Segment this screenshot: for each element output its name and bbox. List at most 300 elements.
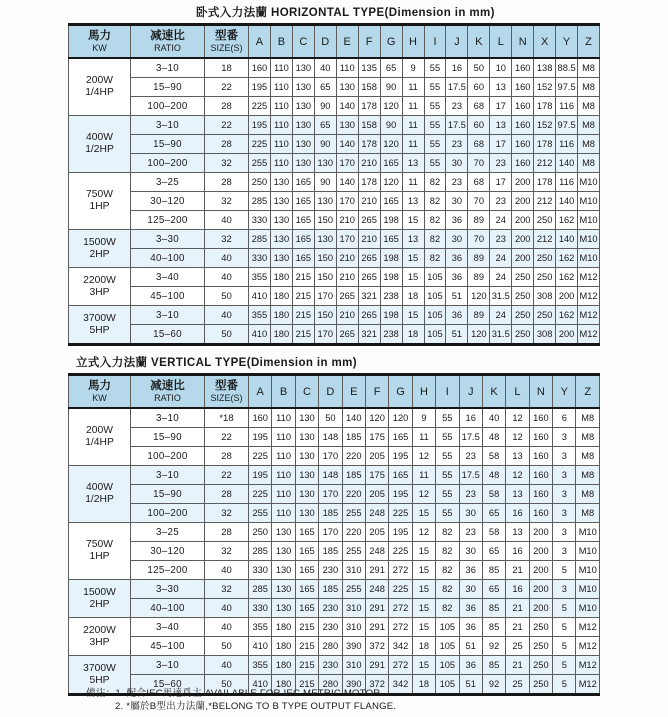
dim-cell-E: 210 xyxy=(336,268,358,287)
dim-cell-G: 198 xyxy=(380,211,402,230)
dim-cell-L: 16 xyxy=(506,542,529,561)
size-label-cn: 型番 xyxy=(215,380,238,392)
dim-cell-A: 330 xyxy=(249,599,272,618)
dim-cell-Y: 3 xyxy=(553,447,576,466)
dim-cell-L: 12 xyxy=(506,466,529,485)
dim-cell-D: 130 xyxy=(314,154,336,173)
size-cell: 28 xyxy=(205,97,249,116)
dim-cell-Y: 3 xyxy=(553,580,576,599)
ratio-cell: 100–200 xyxy=(131,447,205,466)
dim-cell-E: 185 xyxy=(342,428,365,447)
size-cell: 22 xyxy=(205,78,249,97)
power-watts: 200W xyxy=(86,75,113,86)
dim-cell-N: 200 xyxy=(512,192,534,211)
power-watts: 2200W xyxy=(83,274,116,286)
table-header xyxy=(69,25,600,59)
dim-cell-F: 178 xyxy=(358,173,380,192)
dim-cell-A: 160 xyxy=(249,58,271,78)
dim-cell-A: 410 xyxy=(249,287,271,306)
dim-cell-B: 130 xyxy=(270,249,292,268)
dim-cell-N: 160 xyxy=(529,504,552,523)
dim-cell-B: 130 xyxy=(270,211,292,230)
dim-cell-H: 15 xyxy=(412,561,435,580)
dim-cell-E: 210 xyxy=(336,249,358,268)
column-header-F: F xyxy=(358,25,380,59)
dim-cell-B: 130 xyxy=(272,542,295,561)
dim-cell-A: 255 xyxy=(249,154,271,173)
dim-cell-H: 15 xyxy=(412,580,435,599)
dim-cell-G: 120 xyxy=(380,135,402,154)
dim-cell-N: 250 xyxy=(529,618,552,637)
dim-cell-F: 321 xyxy=(358,287,380,306)
size-cell: 32 xyxy=(205,542,249,561)
dim-cell-H: 15 xyxy=(402,249,424,268)
size-cell: 40 xyxy=(205,656,249,675)
power-group-cell-3700W xyxy=(69,306,131,345)
power-hp: 1/4HP xyxy=(85,437,114,448)
dim-cell-B: 130 xyxy=(272,580,295,599)
dim-cell-D: 230 xyxy=(319,618,342,637)
dim-cell-C: 130 xyxy=(295,447,318,466)
dim-cell-D: 65 xyxy=(314,116,336,135)
size-cell: 22 xyxy=(205,428,249,447)
dim-cell-G: 225 xyxy=(389,504,412,523)
dim-cell-D: 65 xyxy=(314,78,336,97)
power-group-cell-750W xyxy=(69,523,131,580)
dim-cell-K: 65 xyxy=(482,580,505,599)
dim-cell-B: 180 xyxy=(272,618,295,637)
dim-cell-K: 58 xyxy=(482,485,505,504)
dim-cell-A: 410 xyxy=(249,675,272,695)
dim-cell-G: 90 xyxy=(380,78,402,97)
dim-cell-C: 130 xyxy=(292,78,314,97)
size-cell: 50 xyxy=(205,287,249,306)
dim-cell-H: 15 xyxy=(412,599,435,618)
dim-cell-Y: 3 xyxy=(553,466,576,485)
dim-cell-C: 215 xyxy=(292,325,314,345)
dim-cell-B: 180 xyxy=(270,306,292,325)
dim-cell-K: 120 xyxy=(468,287,490,306)
column-header-X: X xyxy=(534,25,556,59)
dim-cell-F: 291 xyxy=(365,561,388,580)
dim-cell-C: 215 xyxy=(295,618,318,637)
dim-cell-A: 195 xyxy=(249,78,271,97)
dim-cell-D: 90 xyxy=(314,173,336,192)
dim-cell-B: 110 xyxy=(272,447,295,466)
dim-cell-D: 130 xyxy=(314,192,336,211)
table-row xyxy=(69,249,600,268)
dim-cell-G: 195 xyxy=(389,485,412,504)
dim-cell-A: 250 xyxy=(249,173,271,192)
column-header-Y: Y xyxy=(553,375,576,409)
size-cell: 40 xyxy=(205,306,249,325)
dim-cell-A: 355 xyxy=(249,268,271,287)
size-label-cn: 型番 xyxy=(215,30,238,42)
dim-cell-J: 30 xyxy=(459,580,482,599)
dim-cell-C: 165 xyxy=(292,230,314,249)
dim-cell-J: 30 xyxy=(446,154,468,173)
dim-cell-N: 160 xyxy=(529,428,552,447)
power-hp: 3HP xyxy=(89,636,110,648)
dim-cell-A: 225 xyxy=(249,485,272,504)
dim-cell-J: 36 xyxy=(459,561,482,580)
dim-cell-Y: 116 xyxy=(556,173,578,192)
dim-cell-G: 165 xyxy=(380,154,402,173)
dim-cell-B: 180 xyxy=(272,656,295,675)
dim-cell-A: 195 xyxy=(249,116,271,135)
dim-cell-A: 285 xyxy=(249,580,272,599)
dim-cell-A: 225 xyxy=(249,447,272,466)
table-row xyxy=(69,542,600,561)
column-header-F: F xyxy=(365,375,388,409)
column-header-I: I xyxy=(424,25,446,59)
dim-cell-C: 215 xyxy=(295,656,318,675)
dim-cell-I: 55 xyxy=(436,447,459,466)
dim-cell-K: 85 xyxy=(482,599,505,618)
dim-cell-E: 210 xyxy=(336,306,358,325)
dim-cell-G: 120 xyxy=(380,173,402,192)
dim-cell-L: 23 xyxy=(490,154,512,173)
table-row xyxy=(69,485,600,504)
dim-cell-G: 272 xyxy=(389,618,412,637)
dim-cell-E: 140 xyxy=(336,173,358,192)
dim-cell-G: 272 xyxy=(389,561,412,580)
dim-cell-H: 15 xyxy=(412,504,435,523)
dim-cell-C: 130 xyxy=(292,154,314,173)
dim-cell-L: 10 xyxy=(490,58,512,78)
table-header xyxy=(69,375,600,409)
dim-cell-B: 180 xyxy=(270,268,292,287)
dim-cell-Z: M8 xyxy=(578,116,600,135)
dim-cell-I: 105 xyxy=(436,637,459,656)
dim-cell-Y: 5 xyxy=(553,561,576,580)
column-header-Y: Y xyxy=(556,25,578,59)
column-header-E: E xyxy=(342,375,365,409)
dim-cell-B: 130 xyxy=(270,173,292,192)
ratio-cell: 100–200 xyxy=(131,97,205,116)
dim-cell-E: 140 xyxy=(342,408,365,428)
dim-cell-E: 110 xyxy=(336,58,358,78)
dim-cell-B: 130 xyxy=(272,599,295,618)
dim-cell-I: 55 xyxy=(424,154,446,173)
ratio-cell: 45–100 xyxy=(131,637,205,656)
dim-cell-Z: M10 xyxy=(578,173,600,192)
dim-cell-F: 205 xyxy=(365,447,388,466)
size-cell: 32 xyxy=(205,192,249,211)
dim-cell-Z: M8 xyxy=(578,135,600,154)
dim-cell-Z: M12 xyxy=(576,637,600,656)
dim-cell-C: 130 xyxy=(295,408,318,428)
size-cell: 50 xyxy=(205,637,249,656)
size-cell: 40 xyxy=(205,618,249,637)
dim-cell-F: 291 xyxy=(365,618,388,637)
ratio-cell: 40–100 xyxy=(131,249,205,268)
dim-cell-Y: 88.5 xyxy=(556,58,578,78)
dim-cell-A: 160 xyxy=(249,408,272,428)
dim-cell-F: 158 xyxy=(358,116,380,135)
dim-cell-J: 23 xyxy=(459,523,482,542)
power-group-cell-1500W xyxy=(69,580,131,618)
dim-cell-L: 31.5 xyxy=(490,287,512,306)
size-cell: 32 xyxy=(205,504,249,523)
dim-cell-E: 170 xyxy=(336,154,358,173)
dim-cell-F: 265 xyxy=(358,211,380,230)
dim-cell-F: 175 xyxy=(365,466,388,485)
dim-cell-L: 16 xyxy=(506,580,529,599)
dim-cell-G: 225 xyxy=(389,580,412,599)
dim-cell-C: 215 xyxy=(292,306,314,325)
horizontal-type-table xyxy=(68,23,600,346)
dim-cell-B: 180 xyxy=(272,637,295,656)
table-row xyxy=(69,561,600,580)
table-row xyxy=(69,504,600,523)
dim-cell-K: 89 xyxy=(468,268,490,287)
dim-cell-F: 265 xyxy=(358,249,380,268)
column-header-A: A xyxy=(249,25,271,59)
dim-cell-Y: 3 xyxy=(553,523,576,542)
ratio-cell: 3–25 xyxy=(131,523,205,542)
dim-cell-C: 215 xyxy=(295,637,318,656)
dim-cell-G: 238 xyxy=(380,287,402,306)
dim-cell-J: 36 xyxy=(446,306,468,325)
dim-cell-I: 82 xyxy=(436,599,459,618)
size-cell: *18 xyxy=(205,408,249,428)
column-header-Z: Z xyxy=(576,375,600,409)
dim-cell-J: 17.5 xyxy=(446,78,468,97)
dim-cell-N: 160 xyxy=(529,447,552,466)
dim-cell-B: 110 xyxy=(270,78,292,97)
dim-cell-D: 170 xyxy=(314,287,336,306)
dim-cell-H: 11 xyxy=(402,97,424,116)
dim-cell-L: 24 xyxy=(490,306,512,325)
dim-cell-H: 12 xyxy=(412,485,435,504)
dim-cell-J: 17.5 xyxy=(446,116,468,135)
dim-cell-A: 285 xyxy=(249,192,271,211)
dim-cell-A: 285 xyxy=(249,542,272,561)
size-cell: 18 xyxy=(205,58,249,78)
dim-cell-K: 40 xyxy=(482,408,505,428)
dim-cell-B: 180 xyxy=(270,287,292,306)
dim-cell-Y: 5 xyxy=(553,656,576,675)
dim-cell-F: 248 xyxy=(365,504,388,523)
dim-cell-Y: 140 xyxy=(556,192,578,211)
column-header-N: N xyxy=(529,375,552,409)
dim-cell-G: 65 xyxy=(380,58,402,78)
dim-cell-L: 13 xyxy=(490,116,512,135)
dim-cell-K: 50 xyxy=(468,58,490,78)
dim-cell-C: 130 xyxy=(295,428,318,447)
column-header-J: J xyxy=(446,25,468,59)
dim-cell-E: 130 xyxy=(336,78,358,97)
dim-cell-J: 30 xyxy=(459,504,482,523)
dim-cell-F: 248 xyxy=(365,580,388,599)
dim-cell-F: 178 xyxy=(358,135,380,154)
dim-cell-H: 9 xyxy=(402,58,424,78)
dim-cell-E: 255 xyxy=(342,542,365,561)
dim-cell-Y: 3 xyxy=(553,428,576,447)
column-header-D: D xyxy=(314,25,336,59)
size-label-en: SIZE(S) xyxy=(210,393,243,403)
dim-cell-A: 355 xyxy=(249,656,272,675)
dim-cell-G: 225 xyxy=(389,542,412,561)
dim-cell-F: 372 xyxy=(365,675,388,695)
table-row xyxy=(69,325,600,345)
ratio-cell: 3–10 xyxy=(131,58,205,78)
dim-cell-H: 18 xyxy=(402,287,424,306)
dim-cell-H: 13 xyxy=(402,192,424,211)
power-watts: 200W xyxy=(86,425,113,436)
dim-cell-H: 15 xyxy=(412,618,435,637)
column-header-E: E xyxy=(336,25,358,59)
dim-cell-D: 230 xyxy=(319,656,342,675)
dim-cell-F: 321 xyxy=(358,325,380,345)
dim-cell-H: 11 xyxy=(402,173,424,192)
ratio-cell: 15–60 xyxy=(131,325,205,345)
dim-cell-G: 165 xyxy=(380,192,402,211)
dim-cell-L: 24 xyxy=(490,268,512,287)
dim-cell-K: 68 xyxy=(468,173,490,192)
dim-cell-I: 55 xyxy=(424,97,446,116)
horizontal-table-section xyxy=(68,4,600,346)
dim-cell-A: 410 xyxy=(249,637,272,656)
dim-cell-L: 25 xyxy=(506,637,529,656)
dim-cell-H: 15 xyxy=(412,542,435,561)
dim-cell-I: 55 xyxy=(424,58,446,78)
dim-cell-B: 110 xyxy=(270,58,292,78)
dim-cell-F: 265 xyxy=(358,268,380,287)
dim-cell-K: 85 xyxy=(482,618,505,637)
dim-cell-K: 85 xyxy=(482,561,505,580)
dim-cell-Y: 162 xyxy=(556,268,578,287)
dim-cell-I: 55 xyxy=(436,408,459,428)
dim-cell-K: 48 xyxy=(482,428,505,447)
dim-cell-E: 220 xyxy=(342,485,365,504)
dim-cell-L: 13 xyxy=(490,78,512,97)
dim-cell-L: 13 xyxy=(506,523,529,542)
power-hp: 1HP xyxy=(89,551,110,562)
dim-cell-J: 23 xyxy=(459,485,482,504)
dim-cell-E: 310 xyxy=(342,656,365,675)
dim-cell-J: 23 xyxy=(459,447,482,466)
dim-cell-N: 200 xyxy=(529,561,552,580)
dim-cell-H: 9 xyxy=(412,408,435,428)
dim-cell-Y: 5 xyxy=(553,637,576,656)
dim-cell-E: 255 xyxy=(342,580,365,599)
dim-cell-J: 23 xyxy=(446,97,468,116)
dim-cell-Z: M12 xyxy=(578,306,600,325)
table-row xyxy=(69,268,600,287)
dim-cell-Z: M8 xyxy=(576,408,600,428)
dim-cell-G: 120 xyxy=(380,97,402,116)
column-header-J: J xyxy=(459,375,482,409)
dim-cell-E: 185 xyxy=(342,466,365,485)
dim-cell-J: 36 xyxy=(459,599,482,618)
power-watts: 400W xyxy=(86,482,113,493)
dim-cell-E: 140 xyxy=(336,97,358,116)
dim-cell-K: 60 xyxy=(468,116,490,135)
dim-cell-C: 215 xyxy=(292,268,314,287)
dim-cell-Z: M10 xyxy=(576,561,600,580)
dim-cell-D: 150 xyxy=(314,211,336,230)
dim-cell-D: 90 xyxy=(314,97,336,116)
ratio-cell: 125–200 xyxy=(131,561,205,580)
dim-cell-N: 160 xyxy=(512,78,534,97)
table-row xyxy=(69,466,600,485)
dim-cell-F: 205 xyxy=(365,523,388,542)
dim-cell-E: 210 xyxy=(336,211,358,230)
dim-cell-A: 355 xyxy=(249,306,271,325)
ratio-cell: 3–40 xyxy=(131,618,205,637)
dim-cell-B: 130 xyxy=(270,192,292,211)
dim-cell-I: 55 xyxy=(436,466,459,485)
dim-cell-C: 165 xyxy=(295,561,318,580)
size-cell: 40 xyxy=(205,211,249,230)
dim-cell-H: 15 xyxy=(412,656,435,675)
power-hp: 1HP xyxy=(89,201,110,212)
table-row xyxy=(69,580,600,599)
dim-cell-N: 160 xyxy=(529,485,552,504)
vertical-table-section xyxy=(68,354,600,696)
table-row xyxy=(69,230,600,249)
ratio-cell: 125–200 xyxy=(131,211,205,230)
power-group-cell-400W xyxy=(69,116,131,173)
dim-cell-I: 82 xyxy=(424,249,446,268)
dim-cell-N: 160 xyxy=(529,466,552,485)
dim-cell-Y: 162 xyxy=(556,211,578,230)
power-watts: 1500W xyxy=(83,586,116,598)
power-watts: 1500W xyxy=(83,236,116,248)
power-group-cell-200W xyxy=(69,58,131,116)
dim-cell-G: 165 xyxy=(389,466,412,485)
dim-cell-L: 13 xyxy=(506,485,529,504)
column-header-K: K xyxy=(468,25,490,59)
dim-cell-I: 55 xyxy=(436,485,459,504)
dim-cell-I: 82 xyxy=(424,192,446,211)
dim-cell-Z: M8 xyxy=(576,504,600,523)
dim-cell-N: 250 xyxy=(512,287,534,306)
dim-cell-B: 110 xyxy=(272,466,295,485)
size-cell: 32 xyxy=(205,230,249,249)
power-watts: 750W xyxy=(86,189,113,200)
dim-cell-J: 17.5 xyxy=(459,466,482,485)
dim-cell-L: 31.5 xyxy=(490,325,512,345)
dim-cell-Z: M12 xyxy=(576,656,600,675)
dim-cell-N: 200 xyxy=(529,523,552,542)
dim-cell-J: 36 xyxy=(459,618,482,637)
dim-cell-F: 205 xyxy=(365,485,388,504)
dim-cell-F: 372 xyxy=(365,637,388,656)
dim-cell-I: 105 xyxy=(424,306,446,325)
table-row xyxy=(69,97,600,116)
dim-cell-F: 135 xyxy=(358,58,380,78)
dim-cell-D: 130 xyxy=(314,230,336,249)
table-row xyxy=(69,447,600,466)
dim-cell-D: 170 xyxy=(319,485,342,504)
column-header-L: L xyxy=(490,25,512,59)
dim-cell-E: 390 xyxy=(342,637,365,656)
dim-cell-N: 200 xyxy=(512,211,534,230)
dim-cell-X: 212 xyxy=(534,230,556,249)
dim-cell-Y: 5 xyxy=(553,599,576,618)
dim-cell-B: 110 xyxy=(272,485,295,504)
dim-cell-J: 51 xyxy=(459,637,482,656)
dim-cell-L: 24 xyxy=(490,249,512,268)
dim-cell-C: 165 xyxy=(295,580,318,599)
dim-cell-G: 165 xyxy=(389,428,412,447)
dim-cell-K: 70 xyxy=(468,230,490,249)
dim-cell-K: 89 xyxy=(468,211,490,230)
dim-cell-H: 13 xyxy=(402,230,424,249)
